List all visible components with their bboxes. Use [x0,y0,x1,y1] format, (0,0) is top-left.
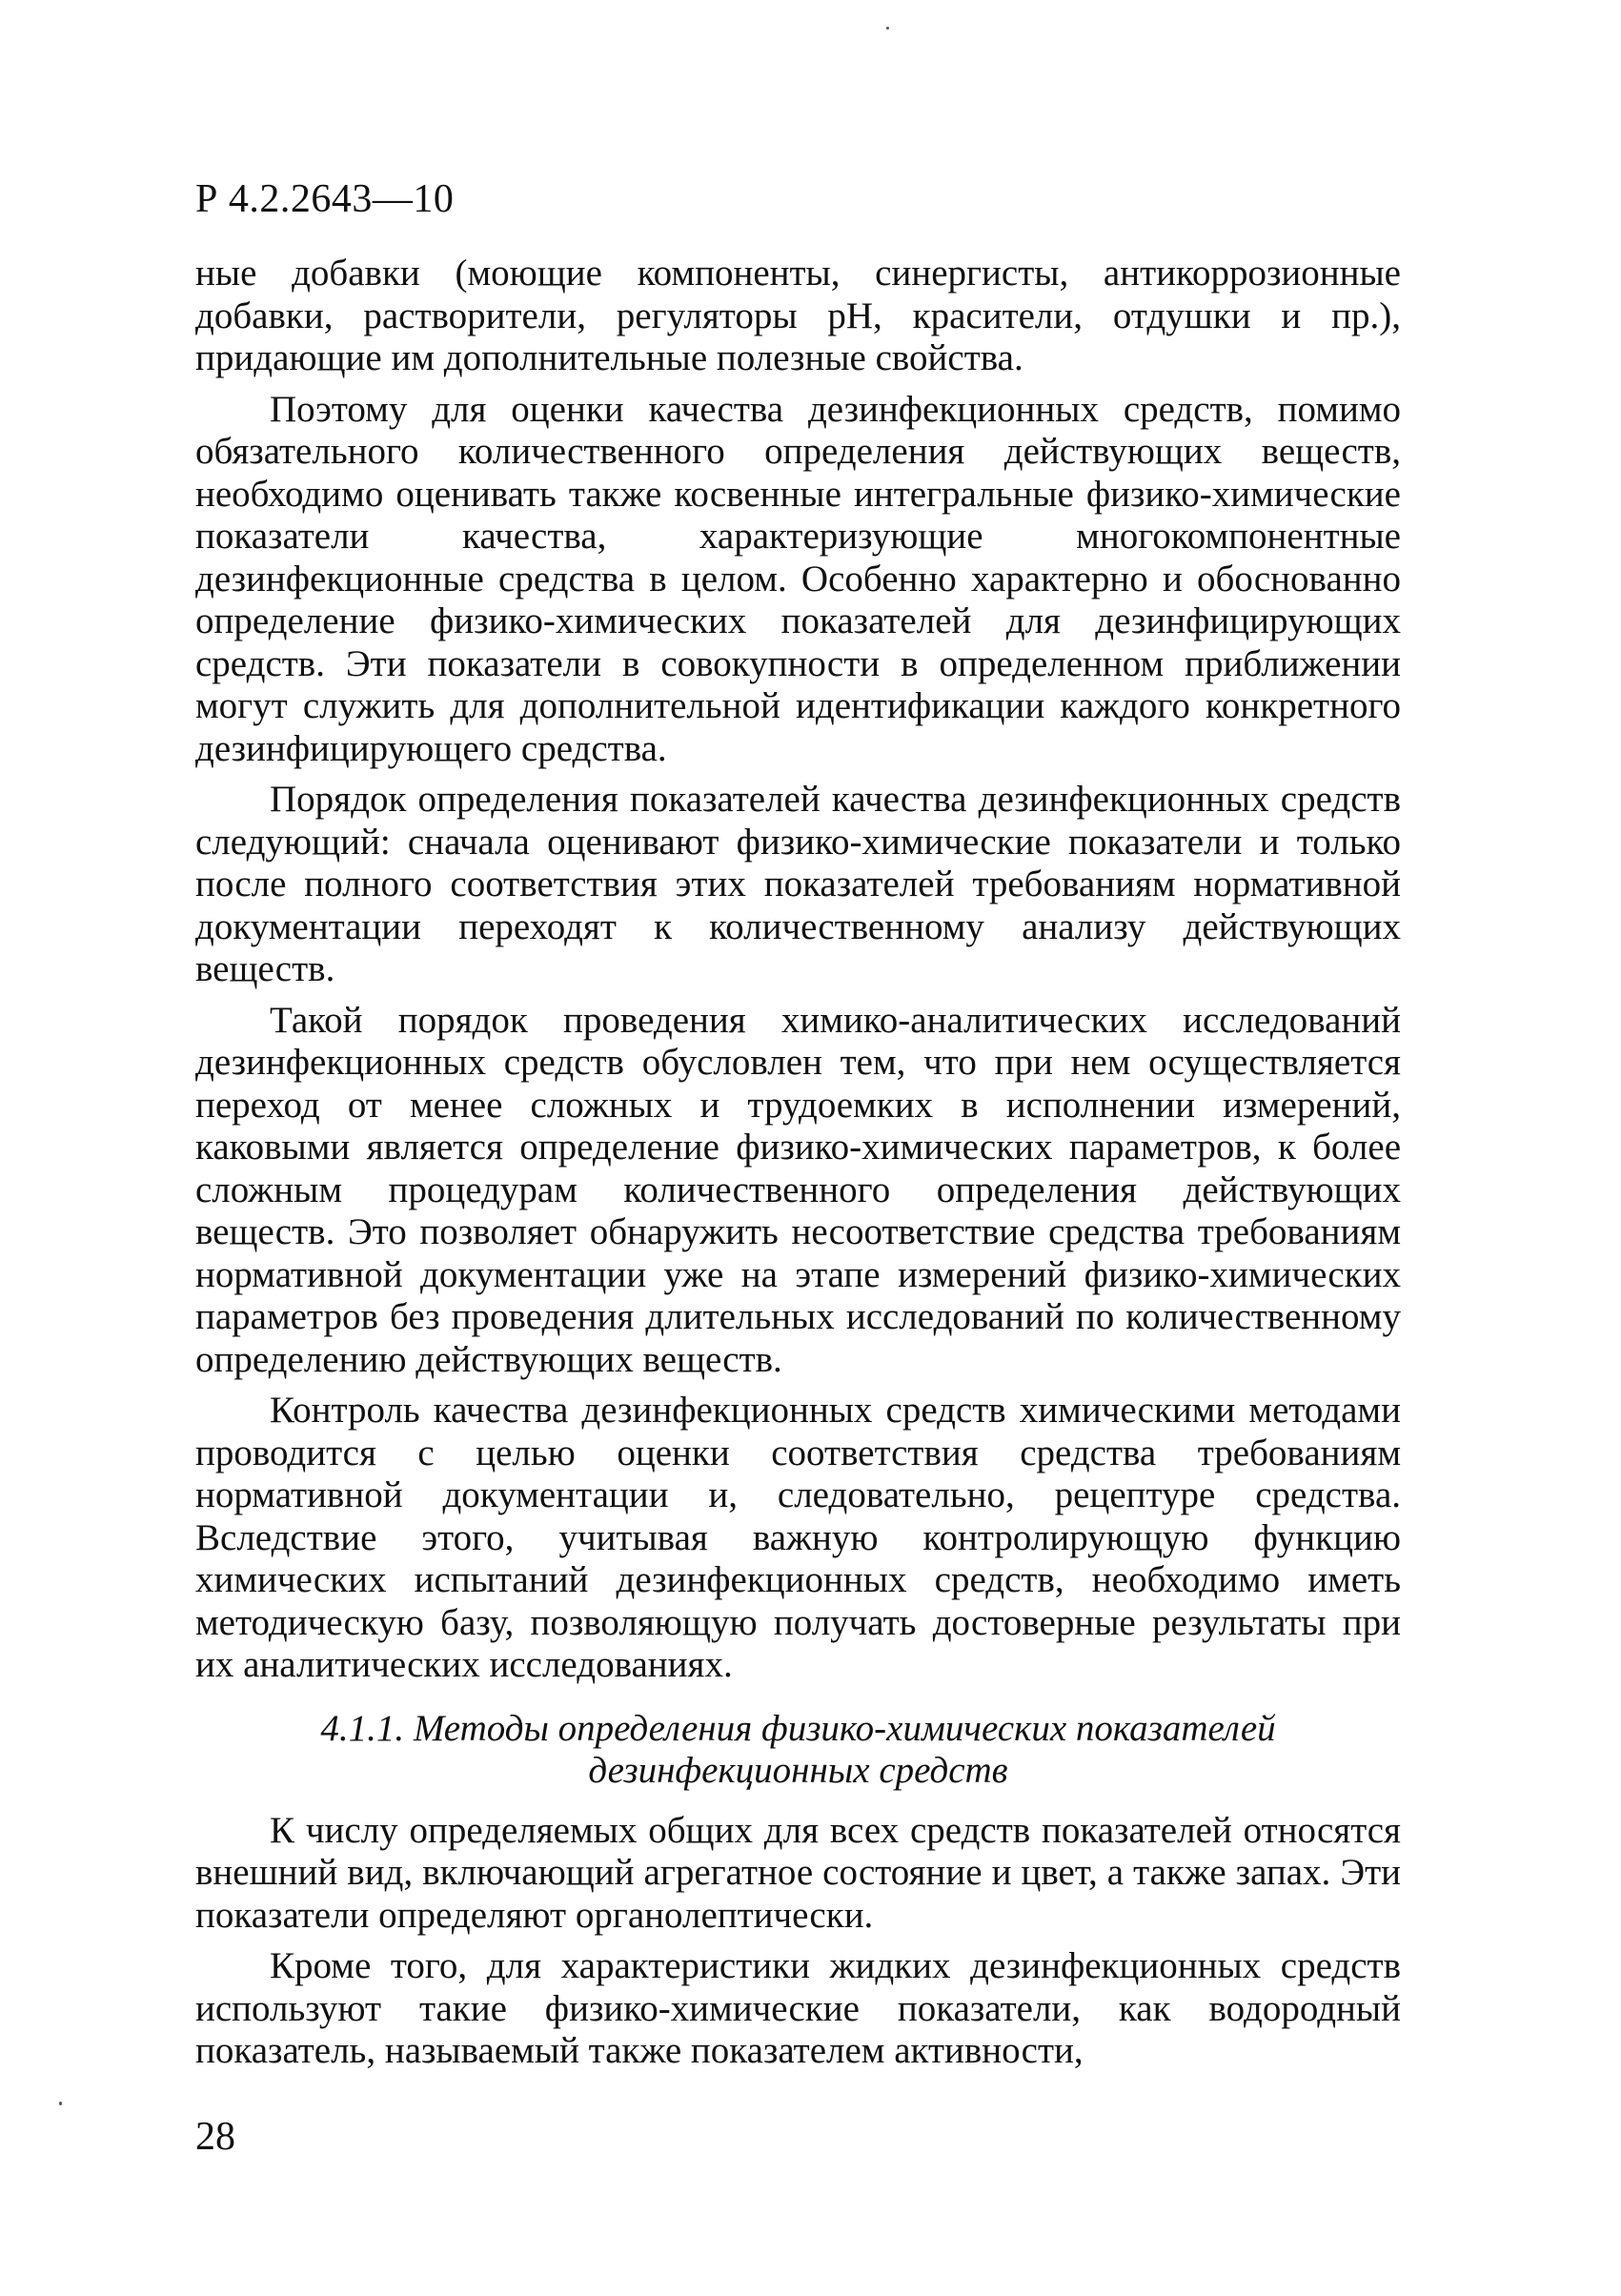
scan-speck [886,27,889,30]
scan-speck [59,2102,62,2105]
section-heading-line-1: 4.1.1. Методы определения физико-химических показателей [320,1707,1276,1749]
paragraph-1: ные добавки (моющие компоненты, синергисты, антикоррозионные добавки, растворители, регуляторы рН, красители, отдушки и пр.), придающие им дополнительные полезные свойства. [195,253,1401,378]
document-code: Р 4.2.2643—10 [195,177,455,221]
paragraph-5: Контроль качества дезинфекционных средств химическими методами проводится с целью оценки соответствия средства требованиям нормативной документации и, следовательно, рецептуре средства. Вследствие этого, учитывая важную контролирующую функцию химических испытаний дезинфекционных средств, необходимо иметь методическую базу, позволяющую получать достоверные результаты при их аналитических исследованиях. [195,1390,1401,1685]
body-text [195,253,1401,2073]
paragraph-4: Такой порядок проведения химико-аналитических исследований дезинфекционных средств обусловлен тем, что при нем осуществляется переход от менее сложных и трудоемких в исполнении измерений, каковыми является определение физико-химических параметров, к более сложным процедурам количественного определения действующих веществ. Это позволяет обнаружить несоответствие средства требованиям нормативной документации уже на этапе измерений физико-химических параметров без проведения длительных исследований по количественному определению действующих веществ. [195,999,1401,1380]
document-page [195,176,1401,2225]
section-paragraph-2: Кроме того, для характеристики жидких дезинфекционных средств используют такие физико-химические показатели, как водородный показатель, называемый также показателем активности, [195,1945,1401,2071]
section-heading-line-2: дезинфекционных средств [588,1750,1008,1791]
section-heading [195,1708,1401,1793]
page-number: 28 [195,2115,235,2159]
paragraph-3: Порядок определения показателей качества дезинфекционных средств следующий: сначала оценивают физико-химические показатели и только после полного соответствия этих показателей требованиям нормативной документации переходят к количественному анализу действующих веществ. [195,779,1401,989]
paragraph-2: Поэтому для оценки качества дезинфекционных средств, помимо обязательного количественного определения действующих веществ, необходимо оценивать также косвенные интегральные физико-химические показатели качества, характеризующие многокомпонентные дезинфекционные средства в целом. Особенно характерно и обоснованно определение физико-химических показателей для дезинфицирующих средств. Эти показатели в совокупности в определенном приближении могут служить для дополнительной идентификации каждого конкретного дезинфицирующего средства. [195,388,1401,769]
section-paragraph-1: К числу определяемых общих для всех средств показателей относятся внешний вид, включающий агрегатное состояние и цвет, а также запах. Эти показатели определяют органолептически. [195,1809,1401,1936]
